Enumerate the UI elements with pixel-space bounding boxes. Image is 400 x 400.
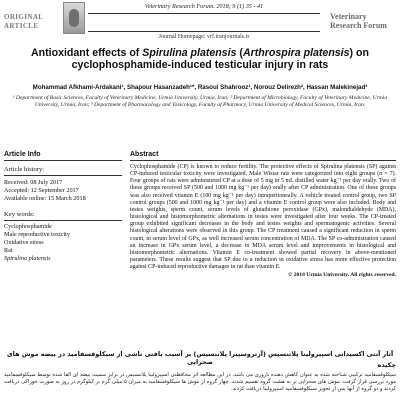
journal-citation-line: Veterinary Research Forum. 2018; 9 (1) 35 - 41 [144,3,264,10]
persian-title: آثار آنتی اکسیدانی اسپیرولینا پلاتنسیس (آرتروسپیرا پلاتنسیس) بر آسیب بافتی ناشی از سیکلوفسفامید در بیضه موش های صحرایی [6,350,394,366]
abstract-panel [130,151,396,278]
author-list: Mohammad Afkhami-Ardakani¹, Shapour Hasanzadeh¹*, Rasoul Shahrooz¹, Norouz Delirezh², Hassan Malekinejad³ [32,84,368,91]
header-divider-bottom [88,31,320,32]
accepted-date: Accepted: 12 September 2017 [4,187,79,194]
author-affiliations: ¹ Department of Basic Sciences, Faculty of Veterinary Medicine, Urmia University, Urmia, Iran; ² Department of Microbiology, Faculty of Veterinary Medicine, Urmia University, Urmia, Iran; ³ Department of Pharmacology and Toxicology, Faculty of Pharmacy, Urmia University of Medical Sciences, Urmia, Iran. [12,95,388,108]
persian-abstract-label: چکیده [377,361,396,369]
keyword-item: Oxidative stress [4,239,44,246]
copyright-notice: © 2018 Urmia University. All rights reserved. [288,272,396,279]
title-prefix: Antioxidant effects of [31,47,143,59]
title-mid: ( [236,47,243,59]
title-suffix: ) on cyclophosphamide-induced testicular injury in rats [71,47,369,71]
header-divider-top [88,13,320,14]
keyword-item: Rat [4,247,13,254]
article-title [0,47,400,71]
article-history-label: Article history: [4,166,122,176]
journal-name-logo: Veterinary Research Forum [330,12,387,30]
keyword-item: Male reproductive toxicity [4,231,70,238]
journal-homepage[interactable]: Journal Homepage: vrf.iranjournals.ir [158,34,250,40]
abstract-heading: Abstract [130,151,396,161]
abstract-text: Cyclophosphamide (CP) is known to reduce fertility. The protective effects of Spirulina platensis (SP) against CP-induced testicular toxicity were investigated. Male Wistar rats were categorized into eight groups (n = 7). Four groups of rats were administered CP at a dose of 5 mg in 5 mL distilled water kg⁻¹ per day orally. Two of these groups received SP (500 and 1000 mg kg⁻¹ per day) orally after CP administration. One of these groups was also received vitamin E (100 mg kg⁻¹ per day) intraperitoneally. A vehicle treated control group, two SP control groups (500 and 1000 mg kg⁻¹ per day) and a vitamin E control group were also included. Body and testes weights, sperm count, serum levels of glutathione peroxidase (GPx), malondialdehyde (MDA), histological and histomorphometric alternations in testes were investigated after four weeks. The CP-treated group exhibited significant decreases in the body and testes weights and spermatogenic activities. Several histological alterations were observed in this group. The CP treatment caused a significant reduction in sperm count, in serum level of GPx, as well increased serum concentration of MDA. The SP co-administration caused an increase in GPx serum level, a decrease in MDA serum level and improvements in histological and histomorphometric alternations. Vitamin E co-treatment showed partial recovery in above-mentioned parameters. These results suggest that SP due to a reduction in oxidative stress has more effective protection against CP-induced reproductive damages in rat than vitamin E. [130,164,396,271]
article-info-panel [4,151,122,263]
received-date: Received: 08 July 2017 [4,179,63,186]
keyword-item: Spirulina platensis [4,255,51,262]
title-species-2: Arthrospira platensis [242,47,350,59]
keyword-item: Cyclophosphamide [4,223,52,230]
article-type-label: ORIGINAL ARTICLE [4,13,43,30]
journal-info-block [88,0,320,44]
journal-header [0,0,400,46]
available-date: Available online: 15 March 2018 [4,195,86,202]
keywords-label: Key words: [4,211,122,221]
title-species-1: Spirulina platensis [142,47,237,59]
university-logo [63,2,85,34]
article-info-heading: Article Info [4,151,122,161]
persian-abstract-text: سیکلوفسفامید ترکیبی شناخته شده به عنوان کاهش دهنده باروری می باشد. در این مطالعه اثر محافظتی اسپیرولینا پلاتنسیس در برابر سمیت بیضه ای القا شده توسط سیکلوفسفامید مورد بررسی قرار گرفت. موش های صحرایی نر به هشت گروه تقسیم شدند. چهار گروه از موش ها سیکلوفسفامید به میزان ۵ میلی گرم بر کیلوگرم در روز به صورت خوراکی دریافت کردند و دو گروه از آنها پس از تجویز سیکلوفسفامید اسپیرولینا دریافت کردند. [4,372,396,392]
